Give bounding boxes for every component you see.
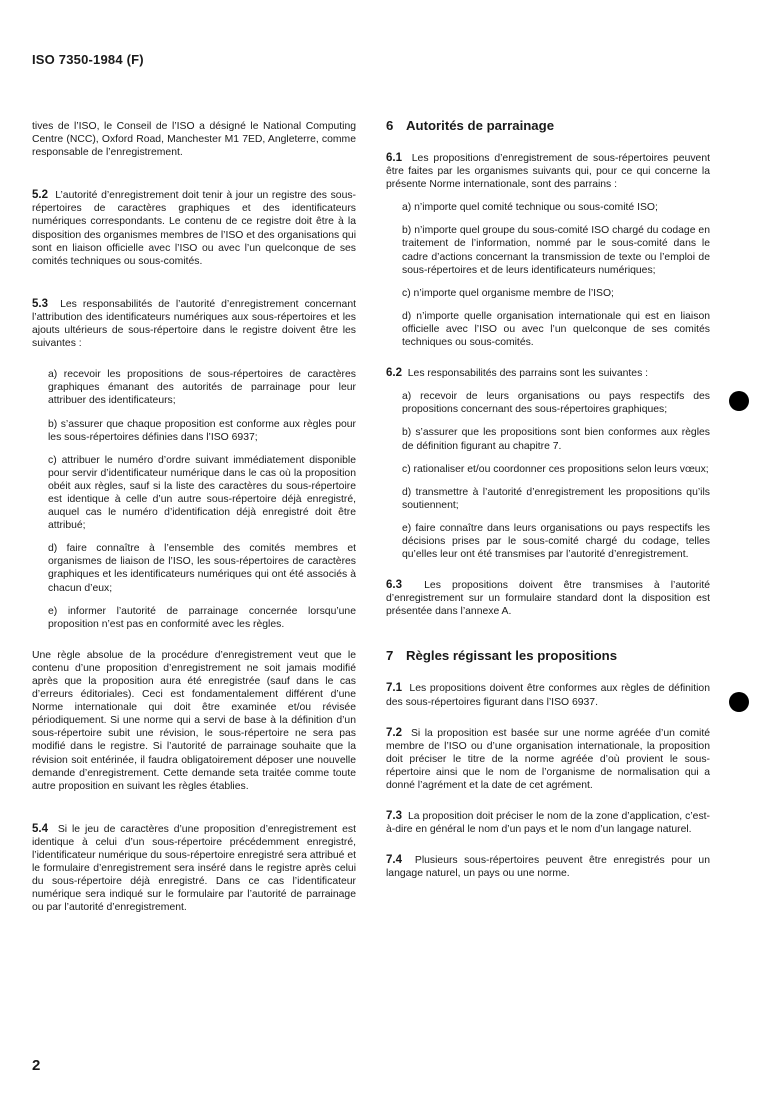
clause-5-3: [32, 298, 356, 350]
list-item: c) attribuer le numéro d’ordre suivant immédiatement disponible pour servir d’identificateur numérique dans le cas où la proposition obéit aux règles, sauf si la liste des caractères du sous-répertoire est identique à celle d’un autre sous-répertoire déjà enregistré, auquel cas le numéro d’identification déjà enregistré doit être attribué;: [48, 454, 356, 532]
list-item: a) recevoir les propositions de sous-répertoires de caractères graphiques émanant des autorités de parrainage pour leur attribuer des identificateurs;: [48, 369, 356, 407]
clause-text: Les propositions doivent être conformes aux règles de définition des sous-répertoires figurant dans l’ISO 6937.: [386, 683, 710, 708]
clause-number: 5.2: [32, 189, 48, 202]
list-item: d) n’importe quelle organisation internationale qui est en liaison officielle avec l’ISO ou avec l’un quelconque de ses comités techniques ou sous-comités.: [402, 310, 710, 349]
rule-paragraph: Une règle absolue de la procédure d’enregistrement veut que le contenu d’une proposition d’enregistrement ne soit jamais modifié après que la proposition aura été enregistrée (sauf dans le cas d’erreurs éditoriales). Ceci est fondamentalement différent d’une Norme internationale qui doit être examinée et/ou révisée périodiquement. Si une norme qui a servi de base à la définition d’un sous-répertoire subit une révision, le sous-répertoire ne sera pas modifié dans le registre. Si l’autorité de parrainage souhaite que la révision soit entérinée, il faudra obligatoirement déposer une nouvelle demande d’enregistrement. Cette demande seta traitée comme toute autre proposition en suivant les règles établies.: [32, 649, 356, 792]
clause-number: 6.1: [386, 152, 402, 164]
document-header: ISO 7350-1984 (F): [32, 52, 144, 67]
list-item: c) rationaliser et/ou coordonner ces propositions selon leurs vœux;: [402, 463, 709, 475]
list-item: e) informer l’autorité de parrainage concernée lorsqu’une proposition n’est pas en conformité avec les règles.: [48, 605, 356, 630]
clause-text: Les propositions doivent être transmises à l’autorité d’enregistrement sur un formulaire standard dont la disposition est présentée dans l’annexe A.: [386, 580, 710, 618]
list-item: d) faire connaître à l’ensemble des comités membres et organismes de liaison de l’ISO, les sous-répertoires de caractères graphiques et les identificateurs numériques qui ont été associés à chacun d’eux;: [48, 543, 356, 594]
clause-5-4: [32, 823, 356, 915]
clause-text: Si le jeu de caractères d’une proposition d’enregistrement est identique à celui d’un sous-répertoire précédemment enregistré, l’identificateur numérique du sous-répertoire enregistré sera attribué et le formulaire d’enregistrement sera inséré dans le registre après celui du sous-répertoire déjà enregistré. Dans ce cas l’identificateur numérique sera indiqué sur le formulaire par l’autorité de parrainage ou par l’autorité d’enregistrement.: [32, 823, 357, 914]
list-item: c) n’importe quel organisme membre de l’ISO;: [402, 287, 614, 299]
heading-title: Règles régissant les propositions: [406, 648, 618, 664]
clause-number: 5.3: [32, 297, 48, 310]
clause-number: 5.4: [32, 822, 48, 835]
list-item: a) recevoir de leurs organisations ou pays respectifs des propositions concernant des sous-répertoires graphiques;: [402, 391, 710, 416]
clause-text: Plusieurs sous-répertoires peuvent être enregistrés pour un langage naturel, un pays ou une norme.: [386, 855, 710, 880]
list-item: a) n’importe quel comité technique ou sous-comité ISO;: [402, 202, 658, 214]
clause-7-4: [386, 854, 710, 880]
change-marker-dot: [729, 692, 749, 712]
list-item: b) s’assurer que chaque proposition est conforme aux règles pour les sous-répertoires définies dans l’ISO 6937;: [48, 418, 356, 443]
clause-text: L’autorité d’enregistrement doit tenir à jour un registre des sous-répertoires de caractères graphiques et des identificateurs numériques correspondants. Le contenu de ce registre doit être à la disposition des organismes membres de l’ISO et des organisations qui sont en liaison officielle avec l’ISO ou avec l’un quelconque de ses comités techniques ou sous-comités.: [32, 190, 357, 267]
change-marker-dot: [729, 391, 749, 411]
list-item: e) faire connaître dans leurs organisations ou pays respectifs les décisions prises par le sous-comité chargé du codage, telles qu’elles leur ont été transmises par l’autorité d’enregistrement.: [402, 522, 710, 561]
list-item: b) s’assurer que les propositions sont bien conformes aux règles de définition figurant au chapitre 7.: [402, 427, 710, 452]
clause-6-3: [386, 579, 710, 618]
clause-number: 6.2: [386, 367, 402, 380]
clause-6-2: [386, 367, 710, 380]
clause-5-2: [32, 189, 356, 268]
clause-text: Les propositions d’enregistrement de sous-répertoires peuvent être faites par les organismes suivants qui, pour ce qui concerne la présente Norme internationale, sont des parrains :: [386, 153, 710, 191]
heading-title: Autorités de parrainage: [406, 118, 555, 133]
left-column: [32, 120, 356, 915]
page-number: 2: [32, 1057, 41, 1074]
intro-paragraph: tives de l’ISO, le Conseil de l’ISO a désigné le National Computing Centre (NCC), Oxford Road, Manchester M1 7ED, Angleterre, comme responsable de l’enregistrement.: [32, 121, 356, 159]
heading-number: 7: [386, 648, 394, 664]
clause-text: Les responsabilités des parrains sont les suivantes :: [407, 368, 649, 380]
section-heading-6: [386, 118, 710, 134]
list-item: b) n’importe quel groupe du sous-comité ISO chargé du codage en traitement de l’information, nommé par le sous-comité dans le cadre d’actions concernant la transmission de texte ou l’emploi de sous-répertoires et de leurs identificateurs numériques;: [402, 225, 710, 276]
clause-number: 7.1: [386, 682, 402, 695]
list-item: d) transmettre à l’autorité d’enregistrement les propositions qu’ils soutiennent;: [402, 486, 710, 511]
clause-number: 7.4: [386, 854, 402, 867]
clause-number: 6.3: [386, 579, 402, 592]
clause-text: La proposition doit préciser le nom de la zone d’application, c’est-à-dire en général le nom d’un pays et le nom d’un langage naturel.: [386, 811, 710, 836]
clause-6-1: [386, 152, 710, 191]
clause-7-2: [386, 727, 710, 792]
heading-number: 6: [386, 118, 394, 133]
clause-text: Les responsabilités de l’autorité d’enregistrement concernant l’attribution des identificateurs numériques aux sous-répertoires et les ajouts ultérieurs de sous-répertoire dans le registre doivent être les suivantes :: [32, 298, 356, 350]
clause-number: 7.2: [386, 726, 402, 739]
clause-7-3: [386, 810, 710, 836]
clause-text: Si la proposition est basée sur une norme agréée d’un comité membre de l’ISO ou d’une organisation internationale, la proposition doit préciser le titre de la norme agréée d’où provient le sous-répertoire ainsi que le nom de l’organisme de normalisation qui a donné l’agrément et la date de cet agrément.: [386, 727, 710, 791]
section-heading-7: [386, 648, 710, 664]
clause-number: 7.3: [386, 810, 402, 823]
right-column: [386, 118, 710, 880]
clause-7-1: [386, 682, 710, 708]
